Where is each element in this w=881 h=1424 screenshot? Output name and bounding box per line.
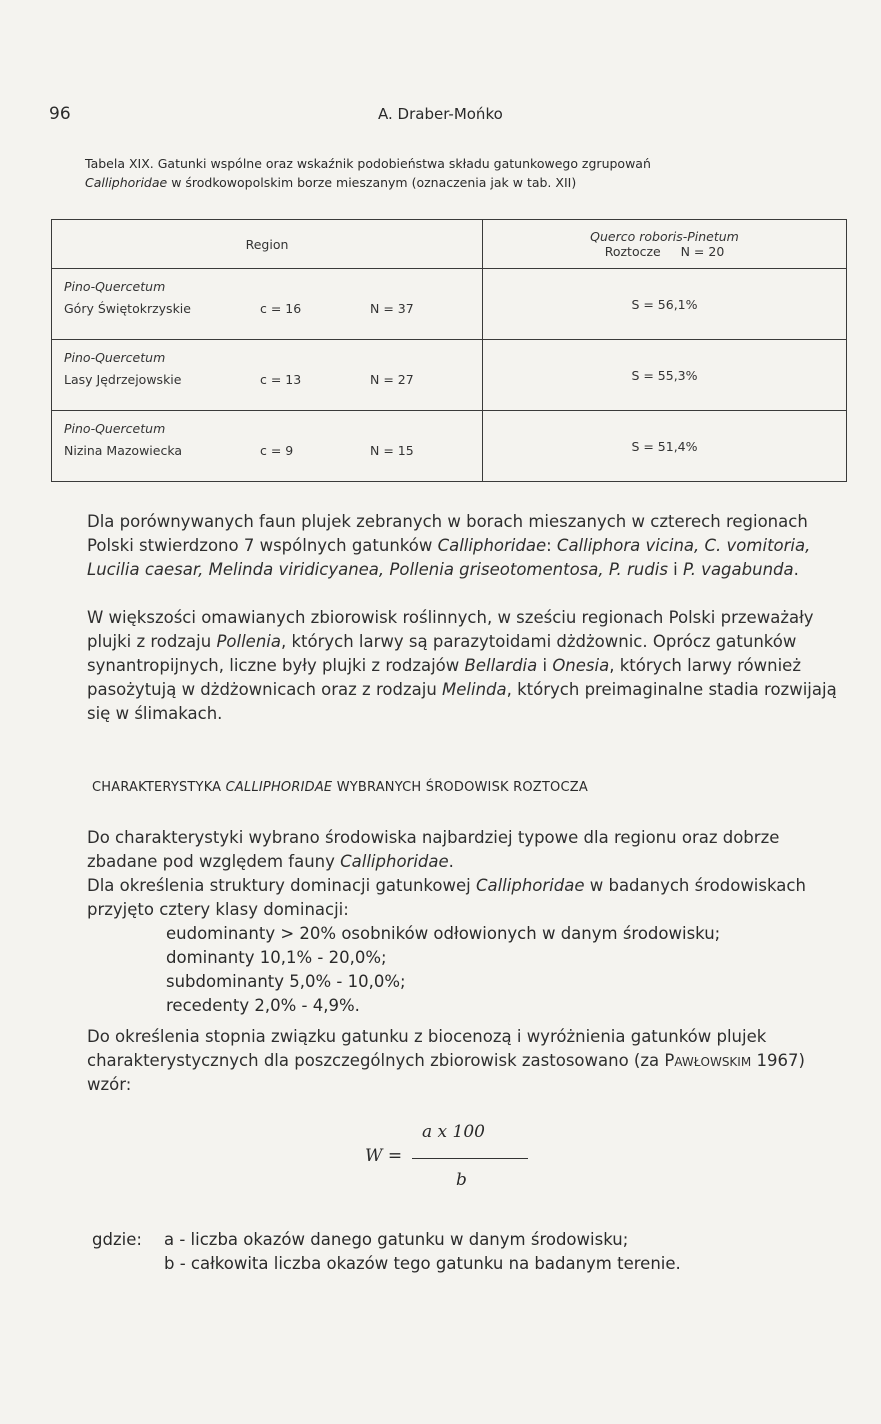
row-n-value: N = 15	[370, 443, 414, 458]
caption-line-1: Tabela XIX. Gatunki wspólne oraz wskaźnik podobieństwa składu gatunkowego zgrupowań	[85, 156, 651, 171]
definition-a: a - liczba okazów danego gatunku w danym środowisku;	[164, 1230, 629, 1249]
header-reference	[483, 220, 847, 269]
row-c-value: c = 9	[260, 443, 294, 458]
table-header-row	[52, 220, 847, 269]
row-s-value: S = 51,4%	[483, 411, 847, 482]
dominance-classes-list	[166, 922, 846, 1018]
similarity-table	[51, 219, 847, 482]
row-region: Nizina Mazowiecka	[64, 443, 183, 458]
row-association: Pino-Quercetum	[64, 279, 166, 294]
page-number: 96	[49, 104, 71, 124]
formula-denominator: b	[456, 1170, 467, 1190]
reference-association: Querco roboris-Pinetum	[590, 229, 739, 244]
row-association: Pino-Quercetum	[64, 350, 166, 365]
caption-rest: w środkowopolskim borze mieszanym (oznaczenia jak w tab. XII)	[167, 175, 577, 190]
row-region: Lasy Jędrzejowskie	[64, 372, 182, 387]
where-label: gdzie:	[92, 1230, 142, 1249]
list-item: dominanty 10,1% - 20,0%;	[166, 948, 387, 967]
formula-lhs: W =	[365, 1146, 403, 1166]
paragraph-pollenia: W większości omawianych zbiorowisk roślinnych, w sześciu regionach Polski przeważały plujki z rodzaju Pollenia, których larwy są parazytoidami dżdżownic. Oprócz gatunków synantropijnych, liczne były plujki z rodzajów Bellardia i Onesia, których larwy również pasożytują w dżdżownicach oraz z rodzaju Melinda, których preimaginalne stadia rozwijają się w ślimakach.	[87, 608, 837, 723]
list-item: eudominanty > 20% osobników odłowionych w danym środowisku;	[166, 924, 721, 943]
formula-numerator: a x 100	[422, 1122, 485, 1142]
row-c-value: c = 13	[260, 372, 302, 387]
row-s-value: S = 55,3%	[483, 340, 847, 411]
caption-line-2	[85, 173, 825, 192]
section-heading: CHARAKTERYSTYKA CALLIPHORIDAE WYBRANYCH ŚRODOWISK ROZTOCZA	[92, 780, 588, 795]
formula-fraction-bar	[412, 1158, 528, 1159]
paragraph-formula-intro: Do określenia stopnia związku gatunku z biocenozą i wyróżnienia gatunków plujek charakterystycznych dla poszczególnych zbiorowisk zastosowano (za Pawłowskim 1967) wzór:	[87, 1027, 805, 1094]
table-row	[52, 340, 847, 411]
reference-region: Roztocze N = 20	[604, 244, 725, 259]
definition-b: b - całkowita liczba okazów tego gatunku na badanym terenie.	[164, 1254, 681, 1273]
paragraph-selection: Do charakterystyki wybrano środowiska najbardziej typowe dla regionu oraz dobrze zbadane pod względem fauny Calliphoridae.	[87, 828, 780, 871]
row-association: Pino-Quercetum	[64, 421, 166, 436]
row-s-value: S = 56,1%	[483, 269, 847, 340]
header-region: Region	[52, 220, 483, 269]
running-head-author: A. Draber-Mońko	[378, 105, 503, 123]
row-region: Góry Świętokrzyskie	[64, 301, 191, 316]
paragraph-common-species: Dla porównywanych faun plujek zebranych w borach mieszanych w czterech regionach Polski stwierdzono 7 wspólnych gatunków Calliphoridae: Calliphora vicina, C. vomitoria, Lucilia caesar, Melinda viridicyanea, Pollenia griseotomentosa, P. rudis i P. vagabunda.	[87, 512, 811, 579]
paragraph-dominance: Dla określenia struktury dominacji gatunkowej Calliphoridae w badanych środowiskach przyjęto cztery klasy dominacji:	[87, 876, 806, 919]
row-c-value: c = 16	[260, 301, 302, 316]
caption-taxon: Calliphoridae	[85, 175, 168, 190]
table-row	[52, 269, 847, 340]
table-caption	[85, 154, 825, 192]
list-item: recedenty 2,0% - 4,9%.	[166, 996, 360, 1015]
table-row	[52, 411, 847, 482]
row-n-value: N = 37	[370, 301, 414, 316]
row-n-value: N = 27	[370, 372, 414, 387]
list-item: subdominanty 5,0% - 10,0%;	[166, 972, 406, 991]
